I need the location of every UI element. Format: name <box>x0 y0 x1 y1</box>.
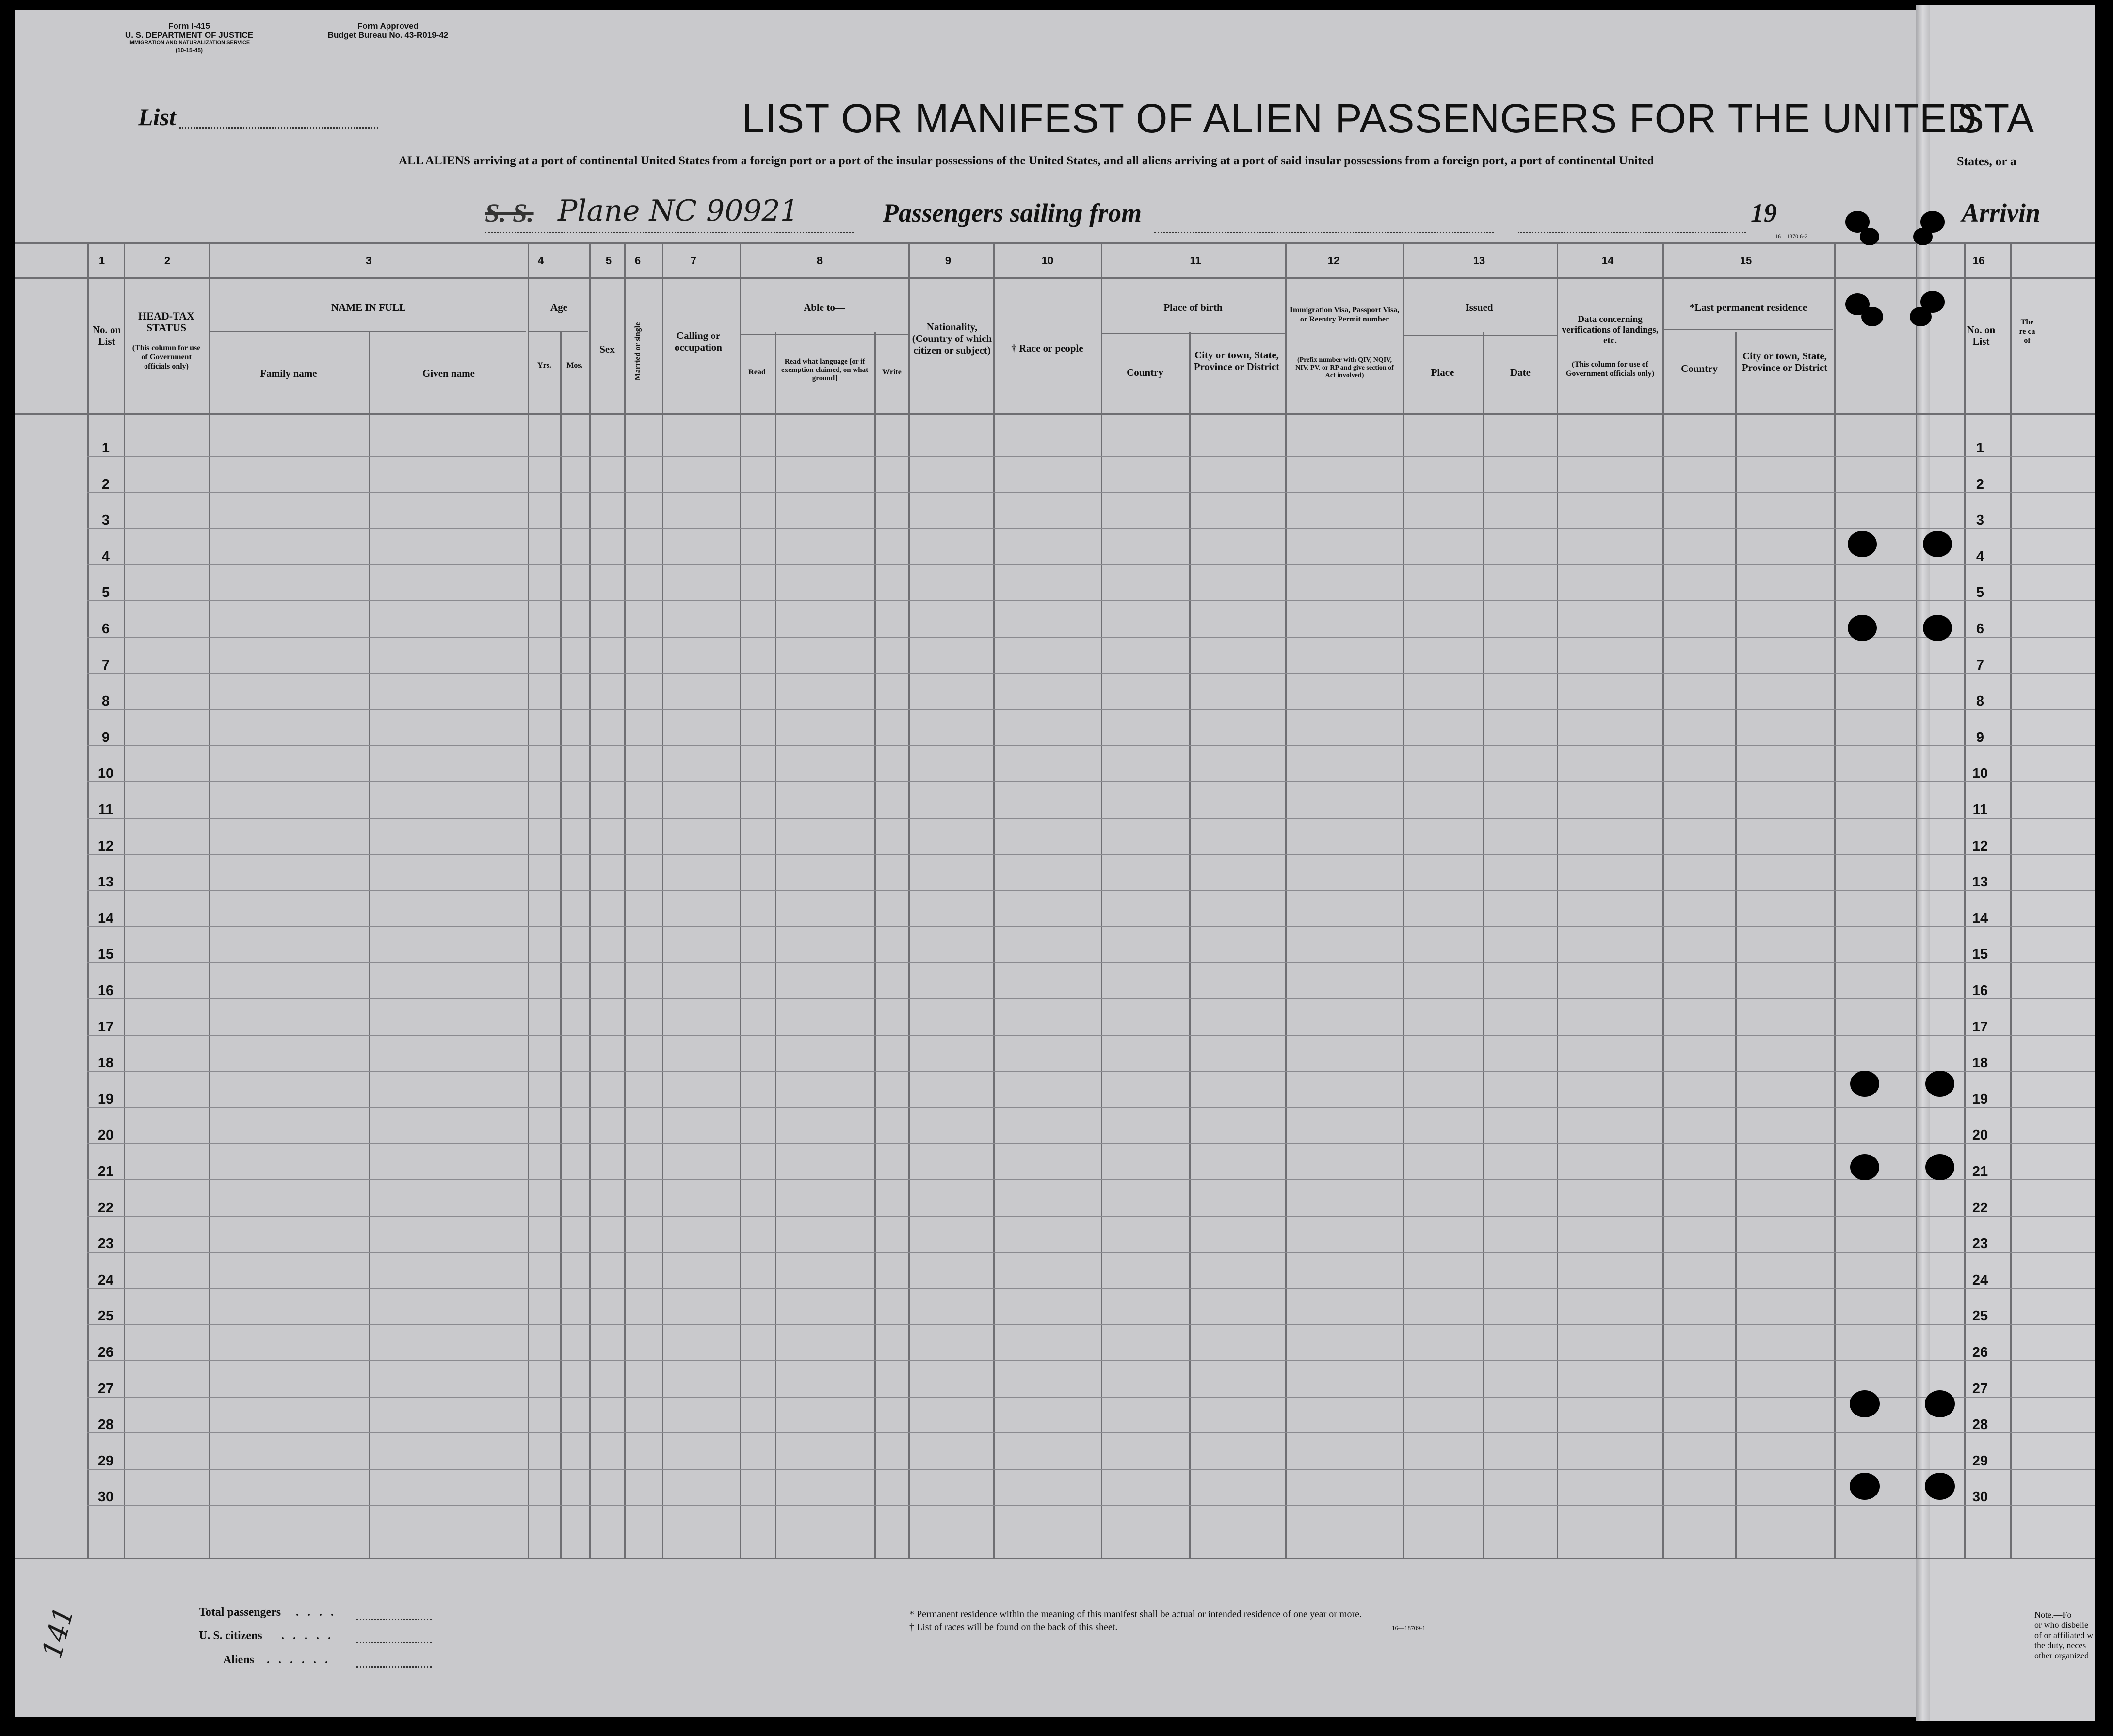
col-head-visa: Immigration Visa, Passport Visa, or Reentry Permit number <box>1290 306 1400 323</box>
row-number: 16 <box>97 983 114 998</box>
col-head-issued-place: Place <box>1431 367 1454 378</box>
col-num-4: 4 <box>537 255 544 267</box>
punch-hole <box>1850 1473 1880 1500</box>
row-number: 27 <box>97 1381 114 1397</box>
row-line <box>87 492 2095 493</box>
row-number: 25 <box>97 1308 114 1324</box>
col-head-given-name: Given name <box>422 368 475 379</box>
col-num-8: 8 <box>816 255 823 267</box>
row-line <box>87 637 2095 638</box>
col-num-2: 2 <box>164 255 171 267</box>
row-number: 18 <box>97 1055 114 1071</box>
row-number: 22 <box>97 1200 114 1216</box>
us-citizens-line <box>356 1642 432 1643</box>
birth-subdivider <box>1101 333 1285 334</box>
manifest-sheet-right-page <box>1920 5 2095 1721</box>
row-line <box>87 564 2095 565</box>
col-head-race: † Race or people <box>1011 342 1083 354</box>
punch-hole <box>1848 615 1877 641</box>
right-note-line-2: or who disbelie <box>2034 1620 2088 1630</box>
name-subdivider <box>209 331 526 332</box>
row-number: 24 <box>97 1272 114 1288</box>
aliens-label: Aliens <box>223 1654 255 1666</box>
col-num-11: 11 <box>1190 255 1201 267</box>
able-subdivider <box>740 334 908 335</box>
row-number-right: 19 <box>1972 1091 1988 1107</box>
row-number-right: 8 <box>1976 693 1984 709</box>
right-note-line-5: other organized <box>2034 1651 2089 1660</box>
col-head-head-tax: HEAD-TAX STATUS <box>138 310 194 334</box>
row-number-right: 14 <box>1972 910 1988 926</box>
row-number: 7 <box>101 657 110 673</box>
page-subtitle: ALL ALIENS arriving at a port of continental United States from a foreign port or a port of the insular possessions of the United States, and all aliens arriving at a port of said insular possessions from a foreign port, a port of continental United <box>399 154 1654 167</box>
row-number: 10 <box>97 766 114 782</box>
row-line <box>87 781 2095 782</box>
footnote-races: † List of races will be found on the back of this sheet. <box>909 1622 1118 1633</box>
row-number-right: 11 <box>1972 802 1988 818</box>
row-line <box>87 1469 2095 1470</box>
row-line <box>87 998 2095 999</box>
punch-hole <box>1861 307 1883 327</box>
row-number: 15 <box>97 947 114 963</box>
col-head-residence-country: Country <box>1681 363 1718 374</box>
col-head-last-residence: *Last permanent residence <box>1689 302 1807 313</box>
row-line <box>87 1288 2095 1289</box>
right-note-line-1: Note.—Fo <box>2034 1610 2072 1620</box>
page-fold <box>1916 5 1930 1721</box>
right-note-line-3: of or affiliated w <box>2034 1630 2094 1640</box>
col-num-10: 10 <box>1041 255 1054 267</box>
table-bottom-border <box>15 1558 2095 1559</box>
col-num-3: 3 <box>365 255 372 267</box>
col-head-no-on-list: No. on List <box>92 324 121 347</box>
manifest-sheet <box>15 10 2037 1717</box>
row-number-right: 29 <box>1972 1453 1988 1469</box>
col-head-able-to: Able to— <box>804 302 845 313</box>
row-line <box>87 818 2095 819</box>
row-line <box>87 1397 2095 1398</box>
row-line <box>87 1143 2095 1144</box>
column-line <box>560 332 562 1558</box>
row-line <box>87 1216 2095 1217</box>
col-head-read: Read <box>748 368 766 376</box>
col-num-16: 16 <box>1972 255 1985 267</box>
row-number: 12 <box>97 838 114 854</box>
row-number-right: 15 <box>1972 947 1988 963</box>
row-number: 11 <box>98 802 113 818</box>
list-label: List <box>138 103 176 130</box>
row-number: 29 <box>97 1453 114 1469</box>
row-line <box>87 1035 2095 1036</box>
total-dots: . . . . <box>296 1606 337 1619</box>
row-number: 30 <box>97 1489 114 1505</box>
row-number-right: 23 <box>1972 1236 1988 1252</box>
punch-hole <box>1925 1473 1955 1500</box>
form-date: (10-15-45) <box>175 47 203 54</box>
row-number: 9 <box>101 729 110 745</box>
sailing-from-line <box>1154 232 1494 233</box>
right-note <box>2034 1610 2093 1661</box>
right-note-line-4: the duty, neces <box>2034 1640 2086 1650</box>
col-head-birth-city: City or town, State, Province or District <box>1194 349 1280 372</box>
row-number: 3 <box>101 513 110 529</box>
row-line <box>87 673 2095 674</box>
col-head-write: Write <box>882 368 902 376</box>
aliens-line <box>356 1666 432 1668</box>
total-passengers-line <box>356 1619 432 1620</box>
column-line <box>874 332 876 1558</box>
print-code: 16—1870 6-2 <box>1775 233 1807 240</box>
col-head-family-name: Family name <box>260 368 317 379</box>
row-number: 20 <box>97 1127 114 1143</box>
col-head-issued-date: Date <box>1510 367 1531 378</box>
margin-number-handwritten: 141 <box>36 1603 81 1662</box>
us-citizens-label: U. S. citizens <box>199 1629 262 1642</box>
col-num-5: 5 <box>605 255 612 267</box>
header-bottom-border <box>15 413 2095 415</box>
row-number: 1 <box>101 440 110 456</box>
row-number: 23 <box>97 1236 114 1252</box>
col-head-name-in-full: NAME IN FULL <box>331 302 406 313</box>
punch-hole <box>1850 1390 1880 1417</box>
punch-hole <box>1925 1071 1954 1097</box>
ss-label: S. S. <box>485 198 534 227</box>
row-number-right: 30 <box>1972 1489 1988 1505</box>
col-head-residence-city: City or town, State, Province or District <box>1742 350 1828 373</box>
row-line <box>87 1432 2095 1433</box>
row-line <box>87 600 2095 601</box>
col-head-issued: Issued <box>1465 302 1493 313</box>
row-number-right: 18 <box>1972 1055 1988 1071</box>
row-number-right: 4 <box>1976 548 1984 564</box>
col-head-married: Married or single <box>633 322 642 381</box>
row-line <box>87 456 2095 457</box>
budget-info <box>306 21 470 40</box>
row-number-right: 2 <box>1976 476 1984 492</box>
row-number-right: 12 <box>1972 838 1988 854</box>
issued-subdivider <box>1403 335 1557 336</box>
col-num-6: 6 <box>634 255 641 267</box>
row-line <box>87 926 2095 927</box>
row-line <box>87 890 2095 891</box>
row-number-right: 13 <box>1972 874 1988 890</box>
row-line <box>87 1107 2095 1108</box>
row-number: 8 <box>101 693 110 709</box>
row-number: 19 <box>97 1091 114 1107</box>
punch-hole <box>1923 531 1952 557</box>
col-head-sex: Sex <box>599 343 615 355</box>
age-subdivider <box>528 331 588 332</box>
col-num-14: 14 <box>1601 255 1614 267</box>
row-line <box>87 528 2095 529</box>
row-number-right: 10 <box>1972 766 1988 782</box>
column-line <box>1189 332 1191 1558</box>
punch-hole <box>1925 1154 1954 1180</box>
row-number-right: 17 <box>1972 1019 1988 1035</box>
row-number-right: 24 <box>1972 1272 1988 1288</box>
page-title-continued: STA <box>1957 96 2035 141</box>
department: U. S. DEPARTMENT OF JUSTICE <box>125 31 254 40</box>
row-number: 14 <box>97 910 114 926</box>
table-top-border <box>15 242 2095 244</box>
col-head-months: Mos. <box>566 361 583 370</box>
footnote-residence: * Permanent residence within the meaning of this manifest shall be actual or intended residence of one year or more. <box>909 1609 1362 1620</box>
row-number-right: 26 <box>1972 1345 1988 1360</box>
row-line <box>87 1324 2095 1325</box>
col-head-place-of-birth: Place of birth <box>1163 302 1223 313</box>
vessel-name-handwritten: Plane NC 90921 <box>558 194 799 228</box>
citizens-dots: . . . . . <box>281 1629 334 1642</box>
list-line <box>179 127 378 129</box>
column-line <box>1735 332 1737 1558</box>
col-head-nationality: Nationality, (Country of which citizen or subject) <box>912 321 992 356</box>
arriving-label: Arrivin <box>1962 198 2041 227</box>
row-line <box>87 1505 2095 1506</box>
row-number: 17 <box>97 1019 114 1035</box>
footnote-code: 16—18709-1 <box>1392 1624 1426 1632</box>
col-head-partial-right: The re ca of <box>2019 318 2035 345</box>
punch-hole <box>1923 615 1952 641</box>
col-head-age: Age <box>550 302 567 313</box>
page-title: LIST OR MANIFEST OF ALIEN PASSENGERS FOR THE UNITED <box>742 96 1977 141</box>
col-head-no-on-list-right: No. on List <box>1967 324 1996 347</box>
row-line <box>87 1179 2095 1180</box>
row-number: 6 <box>101 621 110 637</box>
row-number-right: 28 <box>1972 1417 1988 1433</box>
col-head-calling: Calling or occupation <box>674 330 722 353</box>
row-line <box>87 1252 2095 1253</box>
row-number-right: 16 <box>1972 983 1988 998</box>
col-num-9: 9 <box>945 255 952 267</box>
punch-hole <box>1913 228 1933 245</box>
row-line <box>87 745 2095 746</box>
page-subtitle-continued: States, or a <box>1957 154 2017 168</box>
punch-hole <box>1860 228 1879 245</box>
punch-hole <box>1910 307 1932 327</box>
row-line <box>87 1071 2095 1072</box>
col-head-years: Yrs. <box>537 361 551 370</box>
col-num-15: 15 <box>1740 255 1752 267</box>
punch-hole <box>1925 1390 1955 1417</box>
row-line <box>87 709 2095 710</box>
row-line <box>87 962 2095 963</box>
year-label: 19 <box>1751 198 1777 227</box>
form-info <box>112 21 267 55</box>
aliens-dots: . . . . . . <box>267 1654 331 1666</box>
vessel-line <box>485 232 854 233</box>
column-number-border <box>15 277 2095 279</box>
row-number: 2 <box>101 476 110 492</box>
col-num-12: 12 <box>1327 255 1340 267</box>
col-num-1: 1 <box>98 255 105 267</box>
row-line <box>87 854 2095 855</box>
row-number: 4 <box>101 548 110 564</box>
col-head-birth-country: Country <box>1127 367 1163 378</box>
col-head-verifications-note: (This column for use of Government officials only) <box>1565 360 1655 378</box>
row-number: 13 <box>97 874 114 890</box>
column-line <box>1483 332 1484 1558</box>
row-number-right: 5 <box>1976 585 1984 601</box>
row-number-right: 9 <box>1976 729 1984 745</box>
row-number: 26 <box>97 1345 114 1360</box>
col-num-13: 13 <box>1473 255 1485 267</box>
row-number-right: 22 <box>1972 1200 1988 1216</box>
residence-subdivider <box>1663 329 1833 330</box>
total-passengers-label: Total passengers <box>199 1606 281 1619</box>
col-head-visa-note: (Prefix number with QIV, NQIV, NIV, PV, or RP and give section of Act involved) <box>1295 356 1394 379</box>
row-number-right: 20 <box>1972 1127 1988 1143</box>
punch-hole <box>1848 531 1877 557</box>
row-number-right: 3 <box>1976 513 1984 529</box>
col-head-verifications: Data concerning verifications of landings, etc. <box>1562 314 1659 346</box>
row-number: 28 <box>97 1417 114 1433</box>
service: IMMIGRATION AND NATURALIZATION SERVICE <box>128 40 250 46</box>
form-number: Form I-415 <box>168 21 210 31</box>
budget-number: Budget Bureau No. 43-R019-42 <box>327 31 449 40</box>
row-number-right: 25 <box>1972 1308 1988 1324</box>
row-number-right: 21 <box>1972 1164 1988 1179</box>
row-number-right: 1 <box>1976 440 1984 456</box>
row-number: 21 <box>97 1164 114 1179</box>
sailing-label: Passengers sailing from <box>883 198 1142 227</box>
punch-hole <box>1850 1071 1879 1097</box>
row-number-right: 7 <box>1976 657 1984 673</box>
col-num-7: 7 <box>690 255 697 267</box>
row-number: 5 <box>101 585 110 601</box>
col-head-read-language: Read what language [or if exemption claimed, on what ground] <box>781 358 869 382</box>
punch-hole <box>1850 1154 1879 1180</box>
column-line <box>775 332 776 1558</box>
row-number-right: 27 <box>1972 1381 1988 1397</box>
row-line <box>87 1360 2095 1361</box>
column-line <box>369 332 370 1558</box>
form-approved: Form Approved <box>357 21 419 31</box>
row-number-right: 6 <box>1976 621 1984 637</box>
col-head-head-tax-note: (This column for use of Government officials only) <box>132 344 201 370</box>
date-line <box>1518 232 1746 233</box>
